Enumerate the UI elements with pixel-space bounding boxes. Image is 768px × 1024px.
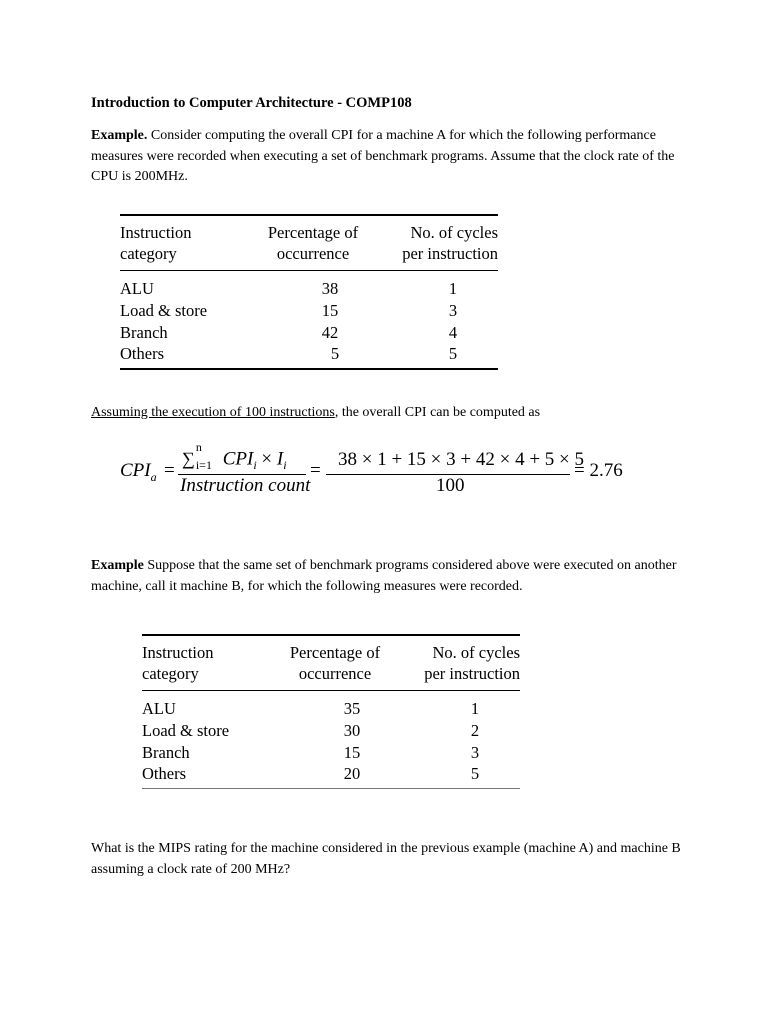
percentage-cell: 15 — [321, 300, 339, 320]
question-paragraph: What is the MIPS rating for the machine considered in the previous example (machine A) and machine B assuming a clock rate of 200 MHz? — [91, 841, 681, 877]
assumption-paragraph — [91, 403, 691, 424]
cycles-cell: 3 — [470, 742, 480, 762]
percentage-cell: 20 — [343, 764, 361, 784]
header-instruction-category: Instruction category — [142, 643, 214, 683]
percentage-cell: 15 — [343, 742, 361, 762]
formula-numerator-2: 38 × 1 + 15 × 3 + 42 × 4 + 5 × 5 — [338, 449, 585, 470]
percentage-cell: 38 — [321, 279, 339, 298]
formula-denominator-2: 100 — [436, 475, 465, 496]
header-percentage: Percentage of occurrence — [289, 643, 381, 683]
percentage-cell: 30 — [343, 720, 361, 740]
machine-a-table-header — [120, 215, 498, 271]
example-b-paragraph — [91, 556, 691, 597]
cycles-cell: 5 — [470, 764, 480, 784]
category-cell: Others — [120, 344, 164, 364]
category-cell: ALU — [142, 699, 176, 718]
percentage-cell: 42 — [321, 322, 339, 342]
formula-result: = 2.76 — [574, 460, 623, 481]
percentage-cell: 5 — [330, 344, 340, 364]
table-row — [120, 300, 498, 322]
table-row — [142, 691, 520, 720]
example-a-paragraph — [91, 126, 691, 188]
category-cell: Load & store — [142, 720, 230, 740]
header-cycles: No. of cycles per instruction — [424, 643, 520, 683]
category-cell: Branch — [120, 322, 168, 342]
formula-denominator: Instruction count — [180, 475, 311, 496]
cycles-cell: 1 — [470, 699, 480, 718]
assumption-text: , the overall CPI can be computed as — [334, 405, 541, 420]
cycles-cell: 3 — [448, 300, 458, 320]
formula-lhs: $CPI_a$ — [120, 460, 157, 484]
formula-numerator: ∑$^n_{i=1}$ $CPI_i \times I_i$ — [182, 440, 287, 473]
cycles-cell: 1 — [448, 279, 458, 298]
table-row — [142, 763, 520, 788]
example-b-label: Example — [91, 558, 144, 573]
table-row — [142, 742, 520, 764]
header-percentage: Percentage of occurrence — [267, 223, 359, 263]
example-a-label: Example. — [91, 128, 148, 143]
category-cell: Load & store — [120, 300, 208, 320]
header-instruction-category: Instruction category — [120, 223, 192, 263]
category-cell: ALU — [120, 279, 154, 298]
machine-b-table-header — [142, 635, 520, 691]
table-row — [142, 720, 520, 742]
header-cycles: No. of cycles per instruction — [402, 223, 498, 263]
example-a-text: Consider computing the overall CPI for a machine A for which the following performance measures were recorded when executing a set of benchmark programs. Assume that the clock rate of the CPU is 200MHz. — [91, 128, 675, 184]
machine-a-table — [120, 214, 498, 370]
example-b-text: Suppose that the same set of benchmark programs considered above were executed on another machine, call it machine B, for which the following measures were recorded. — [91, 558, 677, 594]
category-cell: Others — [142, 764, 186, 784]
assumption-underlined: Assuming the execution of 100 instructions — [91, 405, 335, 420]
percentage-cell: 35 — [343, 699, 361, 718]
cycles-cell: 4 — [448, 322, 458, 342]
cpi-formula — [120, 440, 640, 505]
cycles-cell: 5 — [448, 344, 458, 364]
machine-b-table — [142, 634, 520, 789]
table-row — [120, 343, 498, 369]
formula-equals-2: = — [310, 460, 321, 481]
table-row — [120, 271, 498, 300]
document-heading: Introduction to Computer Architecture - COMP108 — [91, 95, 412, 111]
category-cell: Branch — [142, 742, 190, 762]
formula-equals: = — [164, 460, 175, 481]
cycles-cell: 2 — [470, 720, 480, 740]
table-row — [120, 322, 498, 344]
